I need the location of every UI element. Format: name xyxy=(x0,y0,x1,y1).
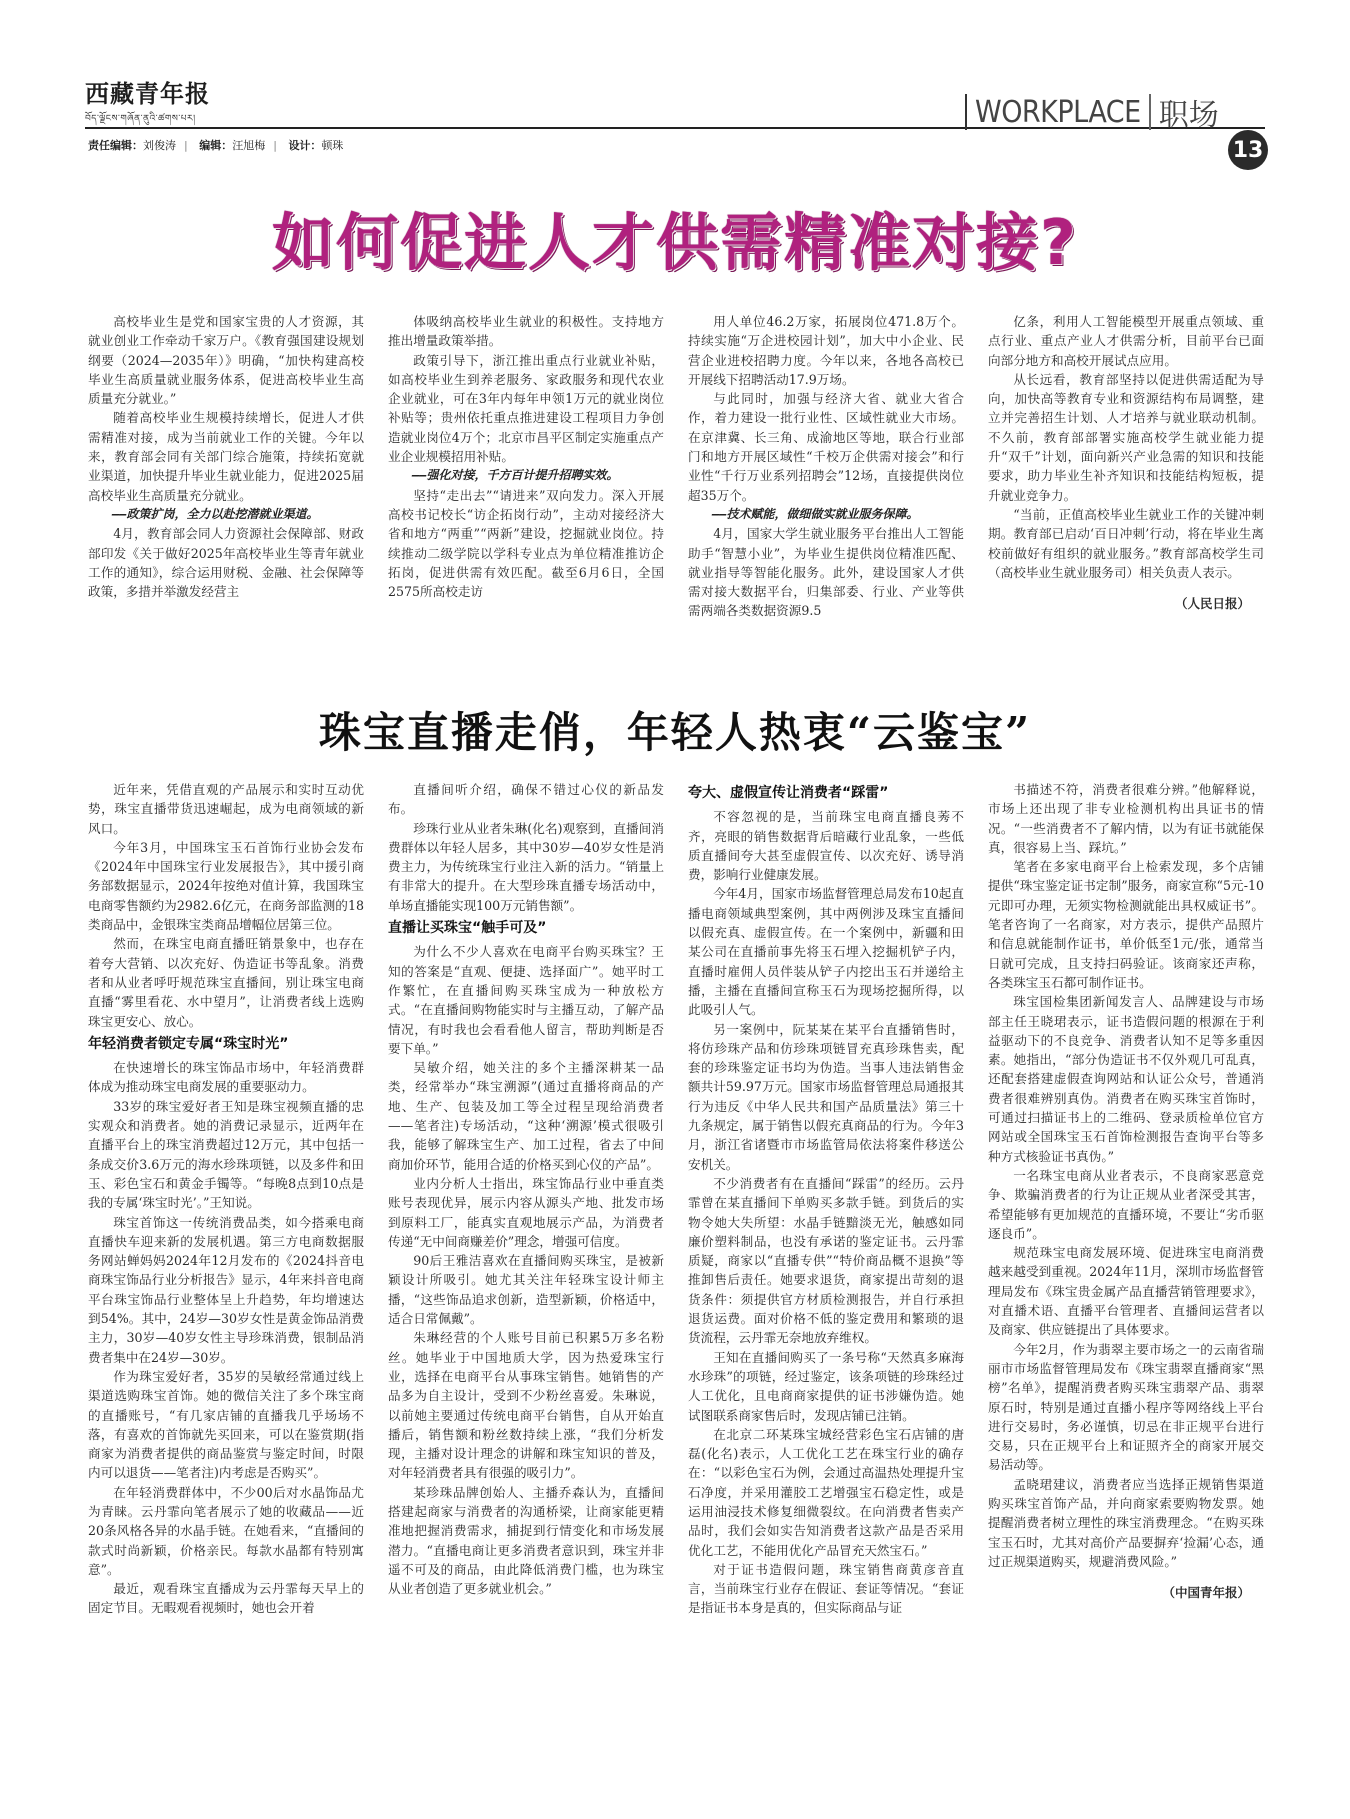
paragraph: 一名珠宝电商从业者表示，不良商家恶意竞争、欺骗消费者的行为让正规从业者深受其害，希望能够有更加规范的直播环境，不要让“劣币驱逐良币”。 xyxy=(988,1167,1264,1241)
paragraph: 珠宝国检集团新闻发言人、品牌建设与市场部主任王晓珺表示，证书造假问题的根源在于利益驱动下的不良竞争、消费者认知不足等多重因素。她指出，“部分伪造证书不仅外观几可乱真，还配套搭建虚假查询网站和认证公众号，普通消费者很难辨别真伪。消费者在购买珠宝首饰时，可通过扫描证书上的二维码、登录质检单位官方网站或全国珠宝玉石首饰检测报告查询平台等多种方式核验证书真伪。” xyxy=(988,994,1264,1164)
paragraph: 直播间听介绍，确保不错过心仪的新品发布。 xyxy=(388,782,664,817)
editor2-name: 汪旭梅 xyxy=(232,139,266,152)
paragraph: 坚持“走出去”“请进来”双向发力。深入开展高校书记校长“访企拓岗行动”，主动对接经济大省和地方“两重”“两新”建设，挖掘就业岗位。持续推动二级学院以学科专业点为单位精准推访企拓岗，促进供需有效匹配。截至6月6日，全国2575所高校走访 xyxy=(388,487,664,600)
paragraph: 孟晓珺建议，消费者应当选择正规销售渠道购买珠宝首饰产品，并向商家索要购物发票。她提醒消费者树立理性的珠宝消费理念。“在购买珠宝玉石时，尤其对高价产品要摒弃‘捡漏’心态，通过正规渠道购买，规避消费风险。” xyxy=(988,1476,1264,1569)
subheading: 直播让买珠宝“触手可及” xyxy=(388,920,547,937)
editor-name: 刘俊涛 xyxy=(143,139,176,152)
paragraph: 今年3月，中国珠宝玉石首饰行业协会发布《2024年中国珠宝行业发展报告》，其中援引商务部数据显示，2024年按绝对值计算，我国珠宝电商零售额约为2982.6亿元，在商务部监测的18类商品中，金银珠宝类商品增幅位居第三位。 xyxy=(88,839,364,933)
paragraph: 与此同时，加强与经济大省、就业大省合作，着力建设一批行业性、区域性就业大市场。在京津冀、长三角、成渝地区等地，联合行业部门和地方开展区域性“千校万企供需对接会”和行业性“千行万业系列招聘会”12场，直接提供岗位超35万个。 xyxy=(688,391,964,503)
paragraph: 近年来，凭借直观的产品展示和实时互动优势，珠宝直播带货迅速崛起，成为电商领域的新风口。 xyxy=(88,782,364,836)
paragraph: ——强化对接，千方百计提升招聘实效。 xyxy=(412,468,619,483)
paragraph: 对于证书造假问题，珠宝销售商黄彦音直言，当前珠宝行业存在假证、套证等情况。“套证是指证书本身是真的，但实际商品与证 xyxy=(688,1561,964,1616)
subheading: 年轻消费者锁定专属“珠宝时光” xyxy=(88,1035,289,1052)
paragraph: 珍珠行业从业者朱琳(化名)观察到，直播间消费群体以年轻人居多，其中30岁—40岁女性是消费主力，为传统珠宝行业注入新的活力。“销量上有非常大的提升。在大型珍珠直播专场活动中，单场直播能实现100万元销售额”。 xyxy=(388,820,664,913)
section-name-en: WORKPLACE xyxy=(975,94,1141,130)
article2-column xyxy=(388,780,664,1740)
paragraph: 某珍珠品牌创始人、主播乔森认为，直播间搭建起商家与消费者的沟通桥梁，让商家能更精准地把握消费需求，捕捉到行情变化和市场发展潜力。“直播电商让更多消费者意识到，珠宝并非遥不可及的商品，由此降低消费门槛，也为珠宝从业者创造了更多就业机会。” xyxy=(388,1484,664,1597)
paragraph: 最近，观看珠宝直播成为云丹霏每天早上的固定节目。无暇观看视频时，她也会开着 xyxy=(88,1581,364,1616)
paragraph: 然而，在珠宝电商直播旺销景象中，也存在着夸大营销、以次充好、伪造证书等乱象。消费者和从业者呼吁规范珠宝直播间，别让珠宝电商直播“雾里看花、水中望月”，让消费者线上选购珠宝更安心、放心。 xyxy=(88,936,364,1029)
paragraph: 高校毕业生是党和国家宝贵的人才资源，其就业创业工作牵动千家万户。《教育强国建设规划纲要（2024—2035年）》明确，“加快构建高校毕业生高质量就业服务体系，促进高校毕业生高质量充分就业。” xyxy=(88,314,364,407)
paragraph: “当前，正值高校毕业生就业工作的关键冲刺期。教育部已启动‘百日冲刺’行动，将在毕业生离校前做好有组织的就业服务。”教育部高校学生司（高校毕业生就业服务司）相关负责人表示。 xyxy=(988,506,1264,580)
paragraph: 从长远看，教育部坚持以促进供需适配为导向，加快高等教育专业和资源结构布局调整，建立并完善招生计划、人才培养与就业联动机制。不久前，教育部部署实施高校学生就业能力提升“双千”计划，面向新兴产业急需的知识和技能要求，助力毕业生补齐知识和技能结构短板，提升就业竞争力。 xyxy=(988,371,1264,503)
section-name-zh: 职场 xyxy=(1158,98,1219,133)
paragraph: 不容忽视的是，当前珠宝电商直播良莠不齐，亮眼的销售数据背后暗藏行业乱象，一些低质直播间夸大甚至虚假宣传、以次充好、诱导消费，影响行业健康发展。 xyxy=(688,809,964,883)
paragraph: 为什么不少人喜欢在电商平台购买珠宝？王知的答案是“直观、便捷、选择面广”。她平时工作繁忙，在直播间购买珠宝成为一种放松方式。“在直播间购物能实时与主播互动，了解产品情况，有时我也会看看他人留言，帮助判断是否要下单。” xyxy=(388,944,664,1056)
article1-headline: 如何促进人才供需精准对接? xyxy=(272,206,1078,279)
paragraph: 政策引导下，浙江推出重点行业就业补贴，如高校毕业生到养老服务、家政服务和现代农业企业就业，可在3年内每年申领1万元的就业岗位补贴等；贵州依托重点推进建设工程项目力争创造就业岗位4万个；北京市昌平区制定实施重点产业企业规模招用补贴。 xyxy=(388,352,664,465)
paragraph: 不少消费者有在直播间“踩雷”的经历。云丹霏曾在某直播间下单购买多款手链。到货后的实物令她大失所望：水晶手链黯淡无光，触感如同廉价塑料制品，也没有承诺的鉴定证书。云丹霏质疑，商家以“直播专供”“特价商品概不退换”等推卸售后责任。她要求退货，商家提出苛刻的退货条件：须提供官方材质检测报告，并自行承担退货运费。面对价格不低的鉴定费用和繁琐的退货流程，云丹霏无奈地放弃维权。 xyxy=(688,1175,964,1346)
paragraph: 王知在直播间购买了一条号称“天然真多麻海水珍珠”的项链，经过鉴定，该条项链的珍珠经过人工优化，且电商商家提供的证书涉嫌伪造。她试图联系商家售后时，发现店铺已注销。 xyxy=(688,1349,964,1423)
paragraph: 4月，国家大学生就业服务平台推出人工智能助手“智慧小业”，为毕业生提供岗位精准匹配、就业指导等智能化服务。此外，建设国家人才供需对接大数据平台，归集部委、行业、产业等供需两端各类数据资源9.5 xyxy=(688,526,964,619)
newspaper-logo: 西藏青年报 xyxy=(85,79,210,108)
paragraph: 在年轻消费群体中，不少00后对水晶饰品尤为青睐。云丹霏向笔者展示了她的收藏品——近20条风格各异的水晶手链。在她看来，“直播间的款式时尚新颖，价格亲民。每款水晶都有特别寓意”。 xyxy=(88,1484,364,1577)
newspaper-logo-subtitle: བོད་ལྗོངས་གཞོན་ནུའི་ཚགས་པར། xyxy=(85,114,196,124)
section-header xyxy=(965,92,1219,132)
page-number-badge: 13 xyxy=(1228,130,1268,170)
article1-body xyxy=(88,312,1266,637)
article2-column xyxy=(688,780,964,1740)
paragraph: 90后王雅洁喜欢在直播间购买珠宝，是被新颖设计所吸引。她尤其关注年轻珠宝设计师主播，“这些饰品追求创新，造型新颖，价格适中，适合日常佩戴”。 xyxy=(388,1253,664,1327)
paragraph: 在快速增长的珠宝饰品市场中，年轻消费群体成为推动珠宝电商发展的重要驱动力。 xyxy=(88,1060,364,1095)
editor-label: 责任编辑： xyxy=(88,139,143,152)
article-source: （中国青年报） xyxy=(1162,1585,1250,1601)
paragraph: 吴敏介绍，她关注的多个主播深耕某一品类，经常举办“珠宝溯源”(通过直播将商品的产地、生产、包装及加工等全过程呈现给消费者——笔者注)专场活动，“这种‘溯源’模式很吸引我，能够了解珠宝生产、加工过程，省去了中间商加价环节，能用合适的价格买到心仪的产品”。 xyxy=(388,1060,664,1172)
editor-credits: 责任编辑：刘俊涛 | 编辑：汪旭梅 | 设计：顿珠 xyxy=(88,139,344,152)
designer-name: 顿珠 xyxy=(321,139,344,152)
article1-column xyxy=(388,312,664,637)
paragraph: 随着高校毕业生规模持续增长，促进人才供需精准对接，成为当前就业工作的关键。今年以来，教育部会同有关部门综合施策，持续拓宽就业渠道，加快提升毕业生就业能力，促进2025届高校毕业生高质量充分就业。 xyxy=(88,410,364,503)
paragraph: 朱琳经营的个人账号目前已积累5万多名粉丝。她毕业于中国地质大学，因为热爱珠宝行业，选择在电商平台从事珠宝销售。她销售的产品多为自主设计，受到不少粉丝喜爱。朱琳说，以前她主要通过传统电商平台销售，自从开始直播后，销售额和粉丝数持续上涨，“我们分析发现，主播对设计理念的讲解和珠宝知识的普及，对年轻消费者具有很强的吸引力”。 xyxy=(388,1330,664,1481)
subheading: 夸大、虚假宣传让消费者“踩雷” xyxy=(688,785,889,801)
article-source: （人民日报） xyxy=(1174,596,1250,612)
article2-column xyxy=(988,780,1264,1740)
paragraph: 亿条，利用人工智能模型开展重点领域、重点行业、重点产业人才供需分析，目前平台已面向部分地方和高校开展试点应用。 xyxy=(988,314,1264,368)
article2-body xyxy=(88,780,1266,1740)
article1-column xyxy=(688,312,964,637)
editor2-label: 编辑： xyxy=(199,139,233,152)
paragraph: 规范珠宝电商发展环境、促进珠宝电商消费越来越受到重视。2024年11月，深圳市场监督管理局发布《珠宝贵金属产品直播营销管理要求》，对直播术语、直播平台管理者、直播间运营者以及商家、供应链提出了具体要求。 xyxy=(988,1245,1264,1338)
paragraph: 作为珠宝爱好者，35岁的吴敏经常通过线上渠道选购珠宝首饰。她的微信关注了多个珠宝商的直播账号，“有几家店铺的直播我几乎场场不落，有喜欢的首饰就先买回来，可以在鉴赏期(指商家为消费者提供的商品鉴赏与鉴定时间，时限内可以退货——笔者注)内考虑是否购买”。 xyxy=(88,1368,364,1481)
article1-column xyxy=(88,312,364,637)
paragraph: 今年4月，国家市场监督管理总局发布10起直播电商领域典型案例，其中两例涉及珠宝直播间以假充真、虚假宣传。在一个案例中，新疆和田某公司在直播前事先将玉石埋入挖掘机铲子内，直播时雇佣人员伴装从铲子内挖出玉石并递给主播，主播在直播间宣称玉石为现场挖掘所得，以此吸引人气。 xyxy=(688,886,964,1018)
masthead xyxy=(85,80,305,134)
article2-headline: 珠宝直播走俏，年轻人热衷“云鉴宝” xyxy=(318,708,1032,757)
paragraph: 4月，教育部会同人力资源社会保障部、财政部印发《关于做好2025年高校毕业生等青年就业工作的通知》，综合运用财税、金融、社会保障等政策，多措并举激发经营主 xyxy=(88,526,364,600)
paragraph: 另一案例中，阮某某在某平台直播销售时，将仿珍珠产品和仿珍珠项链冒充真珍珠售卖，配套的珍珠鉴定证书均为伪造。当事人违法销售金额共计59.97万元。国家市场监督管理总局通报其行为违反《中华人民共和国产品质量法》第三十九条规定，属于销售以假充真商品的行为。今年3月，浙江省诸暨市市场监管局依法将案件移送公安机关。 xyxy=(688,1021,964,1172)
paragraph: 笔者在多家电商平台上检索发现，多个店铺提供“珠宝鉴定证书定制”服务，商家宣称“5元-10元即可办理，无须实物检测就能出具权威证书”。笔者咨询了一名商家，对方表示，提供产品照片和信息就能制作证书，单价低至1元/张，通常当日就可完成，且支持扫码验证。该商家还声称，各类珠宝玉石都可制作证书。 xyxy=(988,859,1264,990)
paragraph: 体吸纳高校毕业生就业的积极性。支持地方推出增量政策举措。 xyxy=(388,314,664,349)
paragraph: 业内分析人士指出，珠宝饰品行业中垂直类账号表现优异，展示内容从源头产地、批发市场到原料工厂，能真实直观地展示产品，为消费者传递“无中间商赚差价”理念，增强可信度。 xyxy=(388,1175,664,1249)
paragraph: 在北京二环某珠宝城经营彩色宝石店铺的唐磊(化名)表示，人工优化工艺在珠宝行业的确存在：“以彩色宝石为例，会通过高温热处理提升宝石净度，并采用灌胶工艺增强宝石稳定性，或是运用油浸技术修复细微裂纹。在向消费者售卖产品时，我们会如实告知消费者这款产品是否采用优化工艺，不能用优化产品冒充天然宝石。” xyxy=(688,1426,964,1558)
paragraph: ——技术赋能，做细做实就业服务保障。 xyxy=(712,506,919,521)
design-label: 设计： xyxy=(288,139,322,152)
paragraph: 用人单位46.2万家，拓展岗位471.8万个。持续实施“万企进校园计划”，加大中小企业、民营企业进校招聘力度。今年以来，各地各高校已开展线下招聘活动17.9万场。 xyxy=(688,314,964,387)
paragraph: ——政策扩岗，全力以赴挖潜就业渠道。 xyxy=(112,506,319,521)
article1-column xyxy=(988,312,1264,637)
paragraph: 今年2月，作为翡翠主要市场之一的云南省瑞丽市市场监督管理局发布《珠宝翡翠直播商家“黑榜”名单》，提醒消费者购买珠宝翡翠产品、翡翠原石时，特别是通过直播小程序等网络线上平台进行交易时，务必谨慎，切忌在非正规平台进行交易，只在正规平台上和证照齐全的商家开展交易活动等。 xyxy=(988,1341,1264,1473)
paragraph: 书描述不符，消费者很难分辨。”他解释说，市场上还出现了非专业检测机构出具证书的情况。“一些消费者不了解内情，以为有证书就能保真，很容易上当、踩坑。” xyxy=(988,782,1264,855)
paragraph: 珠宝首饰这一传统消费品类，如今搭乘电商直播快车迎来新的发展机遇。第三方电商数据服务网站蝉妈妈2024年12月发布的《2024抖音电商珠宝饰品行业分析报告》显示，4年来抖音电商平台珠宝饰品行业整体呈上升趋势，年均增速达到54%。其中，24岁—30岁女性是黄金饰品消费主力，30岁—40岁女性主导珍珠消费，银制品消费者集中在24岁—30岁。 xyxy=(88,1214,364,1365)
article2-column xyxy=(88,780,364,1740)
paragraph: 33岁的珠宝爱好者王知是珠宝视频直播的忠实观众和消费者。她的消费记录显示，近两年在直播平台上的珠宝消费超过12万元，其中包括一条成交价3.6万元的海水珍珠项链，以及多件和田玉、彩色宝石和黄金手镯等。“每晚8点到10点是我的专属‘珠宝时光’。”王知说。 xyxy=(88,1098,364,1211)
